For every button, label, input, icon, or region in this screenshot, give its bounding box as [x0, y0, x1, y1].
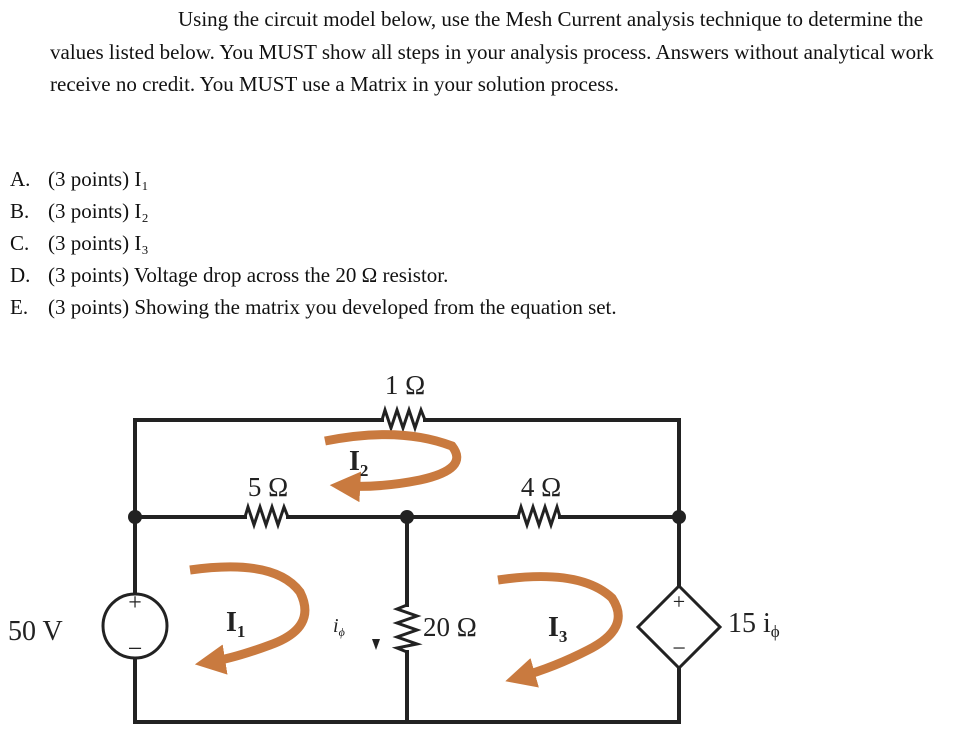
question-list [10, 163, 617, 323]
mesh3-label-sub: 3 [558, 627, 568, 646]
voltage-source-label: 50 V [8, 616, 63, 647]
question-c [10, 227, 617, 259]
question-letter: B. [10, 199, 30, 223]
mesh1-label-sub: 1 [236, 622, 246, 641]
resistor-20ohm [397, 605, 417, 652]
dependent-source-minus: − [672, 636, 686, 662]
branch-current-label [333, 615, 345, 639]
question-letter: D. [10, 263, 31, 287]
mesh3-label-text: I [548, 612, 559, 643]
branch-current-label-sub: ϕ [338, 625, 345, 639]
question-letter: C. [10, 231, 30, 255]
question-text: (3 points) I₁ [48, 167, 149, 191]
question-text: (3 points) Voltage drop across the 20 Ω resistor. [48, 263, 449, 287]
node-mid [400, 510, 414, 524]
question-letter: E. [10, 295, 29, 319]
question-e [10, 291, 617, 323]
question-letter: A. [10, 167, 31, 191]
node-left [128, 510, 142, 524]
resistor-20ohm-label: 20 Ω [423, 612, 477, 642]
branch-current-label-text: i [333, 615, 339, 637]
dependent-source-label-sub: ϕ [770, 622, 780, 641]
question-d [10, 259, 617, 291]
question-b [10, 195, 617, 227]
circuit-diagram [0, 350, 957, 741]
question-text: (3 points) Showing the matrix you developed from the equation set. [48, 295, 617, 319]
dependent-source [638, 586, 720, 668]
dependent-source-plus: + [672, 589, 686, 614]
voltage-source [103, 590, 167, 663]
mesh1-arrow [190, 567, 305, 662]
voltage-source-minus: − [127, 634, 143, 663]
node-right [672, 510, 686, 524]
resistor-5ohm [245, 507, 288, 525]
resistor-4ohm [518, 507, 560, 525]
question-a [10, 163, 617, 195]
resistor-4ohm-label: 4 Ω [520, 472, 562, 502]
mesh2-arrow [325, 435, 457, 487]
dependent-source-label-text: 15 i [728, 608, 771, 639]
problem-statement [50, 3, 950, 101]
mesh1-label-text: I [226, 607, 237, 638]
mesh1-label [226, 607, 245, 641]
branch-current-arrow-icon [372, 639, 380, 650]
question-text: (3 points) I₃ [48, 231, 149, 255]
question-text: (3 points) I₂ [48, 199, 149, 223]
mesh2-label [349, 446, 368, 480]
mesh3-label [548, 612, 567, 646]
voltage-source-plus: + [128, 590, 142, 616]
intro-paragraph: Using the circuit model below, use the Mesh Current analysis technique to determine the values listed below. You MUST show all steps in your analysis process. Answers without analytical work receive no credit. You MUST use a Matrix in your solution process. [50, 7, 934, 96]
dependent-source-label [728, 608, 780, 641]
resistor-5ohm-label: 5 Ω [247, 472, 289, 502]
wire-top-right [425, 420, 679, 517]
mesh2-label-text: I [349, 446, 360, 477]
resistor-1ohm [382, 410, 425, 428]
mesh2-label-sub: 2 [359, 461, 369, 480]
resistor-1ohm-label: 1 Ω [384, 370, 426, 400]
